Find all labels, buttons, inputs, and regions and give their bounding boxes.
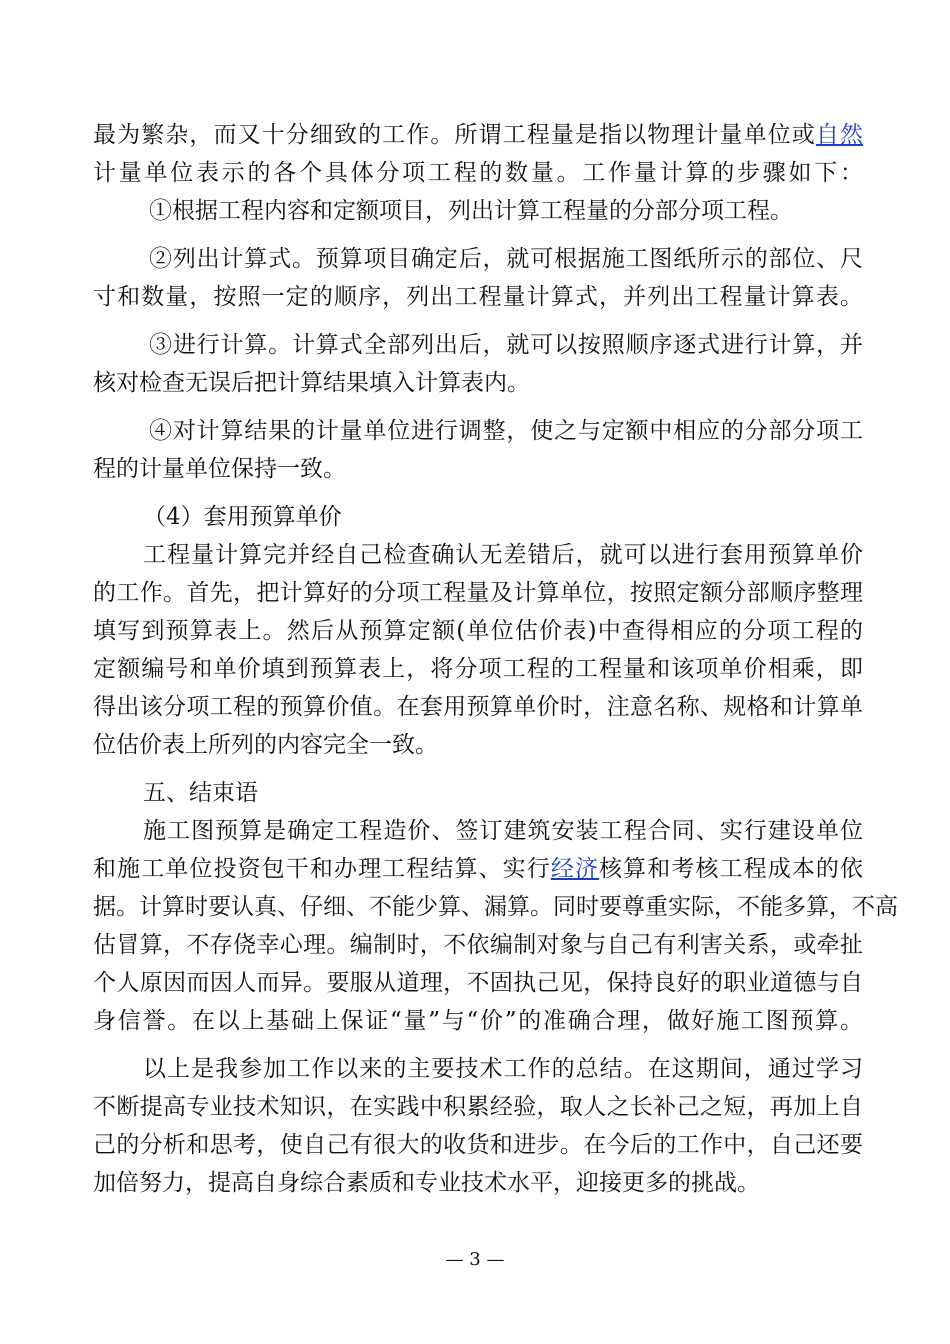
line-text: ①根据工程内容和定额项目，列出计算工程量的分部分项工程。: [149, 198, 793, 224]
line-text: 位估价表上所列的内容完全一致。: [93, 732, 438, 758]
line-text: 最为繁杂，而又十分细致的工作。所谓工程量是指以物理计量单位或: [93, 122, 816, 148]
line-text: 得出该分项工程的预算价值。在套用预算单价时，注意名称、规格和计算单: [93, 694, 863, 720]
line-text: ④对计算结果的计量单位进行调整，使之与定额中相应的分部分项工: [149, 418, 863, 444]
text-line: [143, 536, 863, 574]
line-text: 身信誉。在以上基础上保证“量”与“价”的准确合理，做好施工图预算。: [93, 1008, 863, 1034]
line-text-after-link: 核算和考核工程成本的依: [599, 856, 864, 882]
text-line: [149, 326, 863, 364]
text-line: [93, 964, 863, 1002]
text-line: [93, 116, 863, 154]
text-line: [93, 1002, 863, 1040]
text-line: [93, 888, 898, 926]
line-text: 和施工单位投资包干和办理工程结算、实行: [93, 856, 551, 882]
text-line: [149, 192, 863, 230]
line-text: 以上是我参加工作以来的主要技术工作的总结。在这期间，通过学习: [143, 1056, 863, 1082]
line-text: 估冒算，不存侥幸心理。编制时，不依编制对象与自己有利害关系，或牵扯: [93, 932, 863, 958]
text-line: [93, 364, 863, 402]
text-line: [149, 412, 863, 450]
text-line: [93, 926, 863, 964]
text-line: [93, 1126, 863, 1164]
line-text: 的工作。首先，把计算好的分项工程量及计算单位，按照定额分部顺序整理: [93, 580, 863, 606]
line-text: 填写到预算表上。然后从预算定额(单位估价表)中查得相应的分项工程的: [93, 618, 863, 644]
text-line: [93, 688, 863, 726]
text-line: [93, 278, 863, 316]
hyperlink[interactable]: 自然: [815, 122, 864, 148]
text-line: [93, 1164, 863, 1202]
line-text: 寸和数量，按照一定的顺序，列出工程量计算式，并列出工程量计算表。: [93, 284, 863, 310]
line-text: 不断提高专业技术知识，在实践中积累经验，取人之长补己之短，再加上自: [93, 1094, 863, 1120]
text-line: [143, 812, 863, 850]
hyperlink[interactable]: 经济: [550, 856, 600, 882]
line-text: 个人原因而因人而异。要服从道理，不固执己见，保持良好的职业道德与自: [93, 970, 863, 996]
text-line: [93, 450, 863, 488]
text-line: [93, 1088, 863, 1126]
line-text: 计量单位表示的各个具体分项工程的数量。工作量计算的步骤如下：: [93, 160, 863, 186]
line-text: 施工图预算是确定工程造价、签订建筑安装工程合同、实行建设单位: [143, 818, 863, 844]
line-text: 程的计量单位保持一致。: [93, 456, 346, 482]
line-text: （4）套用预算单价: [143, 504, 342, 530]
line-text: 据。计算时要认真、仔细、不能少算、漏算。同时要尊重实际，不能多算，不高: [93, 894, 898, 920]
text-line: [143, 1050, 863, 1088]
line-text: 定额编号和单价填到预算表上，将分项工程的工程量和该项单价相乘，即: [93, 656, 863, 682]
text-line: [93, 850, 863, 888]
line-text: ②列出计算式。预算项目确定后，就可根据施工图纸所示的部位、尺: [149, 246, 863, 272]
text-line: [93, 612, 863, 650]
text-line: [93, 154, 863, 192]
line-text: 加倍努力，提高自身综合素质和专业技术水平，迎接更多的挑战。: [93, 1170, 760, 1196]
line-text: 己的分析和思考，使自己有很大的收货和进步。在今后的工作中，自己还要: [93, 1132, 863, 1158]
line-text: 核对检查无误后把计算结果填入计算表内。: [93, 370, 530, 396]
text-line: [93, 650, 863, 688]
line-text: 五、结束语: [143, 780, 258, 806]
text-line: [93, 726, 863, 764]
text-line: [143, 498, 863, 536]
line-text: 工程量计算完并经自己检查确认无差错后，就可以进行套用预算单价: [143, 542, 863, 568]
page-number: — 3 —: [445, 1249, 505, 1270]
text-line: [93, 574, 863, 612]
text-line: [149, 240, 863, 278]
text-line: [143, 774, 863, 812]
line-text: ③进行计算。计算式全部列出后，就可以按照顺序逐式进行计算，并: [149, 332, 863, 358]
